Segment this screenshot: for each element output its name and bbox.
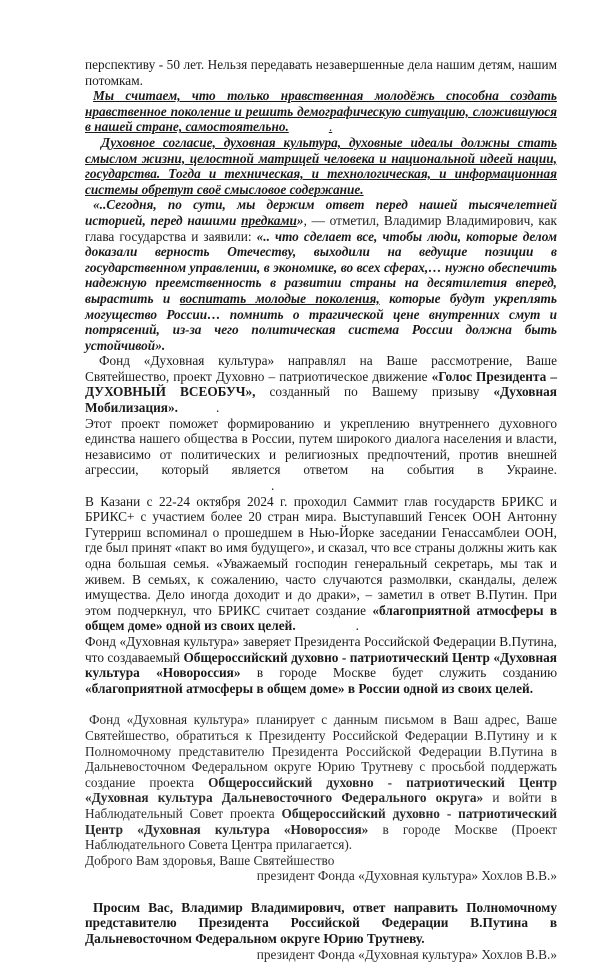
paragraph-foundation-project — [85, 353, 557, 415]
center-novorossiya-name: Общероссийский духовно - патриотический Центр «Духовная культура «Новороссия» — [85, 805, 557, 837]
paragraph-brics-summit — [85, 494, 557, 634]
moral-youth-text: Мы считаем, что только нравственная молодёжь способна создать нравственное поколение и решить демографическую ситуацию, сложившуюся в нашей стране, самостоятельно. — [85, 88, 557, 135]
quote-close: » — [296, 212, 304, 228]
paragraph-moral-youth — [85, 88, 557, 135]
text: в городе Москве (Проект Наблюдательного Совета Центра прилагается). — [85, 821, 557, 853]
mobilization-name: «Духовная Мобилизация». — [85, 384, 557, 416]
text: Фонд «Духовная культура» планирует с данным письмом в Ваш адрес, Ваше Святейшество, обратиться к Президенту Российской Федерации В.Путину и к Полномочному представителю Президента Российской Федерации В.Путина в Дальневосточном Федеральном округе Юрию Трутневу с просьбой поддержать создание проекта — [85, 712, 557, 790]
paragraph-center-novorossiya — [85, 634, 557, 696]
quote-ancestors: предками — [241, 212, 297, 228]
text: Фонд «Духовная культура» направлял на Ваше рассмотрение, Ваше Святейшество, проект Духовно – патриотическое движение — [85, 353, 557, 384]
quote-history: «..Сегодня, по сути, мы держим ответ перед нашей тысячелетней историей, перед нашими — [85, 197, 557, 228]
text: созданный по Вашему призыву — [255, 384, 494, 400]
quote-statement-end: которые будут укреплять могущество России… помнить о трагической цене внутренних смут и потрясений, из-за чего политическая система России должна быть устойчивой». — [85, 290, 557, 353]
text: Этот проект поможет формированию и укреплению внутреннего духовного единства нашего общества в России, путем широкого диалога населения и власти, независимо от политических и религиозных предпочтений, против внешней агрессии, который является ответом на события в Украине. — [85, 415, 557, 478]
text: в городе Москве будет служить созданию — [240, 665, 557, 681]
signature: президент Фонда «Духовная культура» Хохлов В.В.» — [256, 868, 557, 884]
text: Фонд «Духовная культура» заверяет Президента Российской Федерации В.Путина, что создаваемый — [85, 633, 557, 665]
trailing-dot: . — [215, 400, 220, 416]
paragraph-spiritual-harmony: Духовное согласие, духовная культура, духовные идеалы должны стать смыслом жизни, целостной матрицей человека и национальной идеей нации, государства. Тогда и техническая, и технологическая, и информационная системы обретут своё смысловое содержание. — [85, 134, 557, 197]
quote-attribution: , — отметил, Владимир Владимирович, как глава государства и заявили: — [85, 212, 557, 244]
movement-name: «Голос Президента – ДУХОВНЫЙ ВСЕОБУЧ», — [85, 368, 557, 400]
quote-statement: «.. что сделает все, чтобы люди, которые делом доказали верность Отечеству, выходили на ведущие позиции в государственном управлении, в экономике, во всех сферах,… нужно обеспечить надежную преемственность в развитии страны на десятилетия вперед, вырастить и — [85, 228, 557, 306]
paragraph-project-purpose — [85, 416, 557, 494]
trailing-dot: . — [271, 478, 275, 494]
signature: президент Фонда «Духовная культура» Хохлов В.В.» — [256, 946, 557, 962]
center-far-east-name: Общероссийский духовно - патриотический Центр «Духовная культура Дальневосточного Федерального округа» — [85, 774, 557, 806]
center-name: Общероссийский духовно - патриотический Центр «Духовная культура «Новороссия» — [85, 649, 557, 681]
greeting: Доброго Вам здоровья, Ваше Святейшество — [85, 852, 335, 868]
paragraph-request: Просим Вас, Владимир Владимирович, ответ направить Полномочному представителю Президента Российской Федерации В.Путина в Дальневосточном Федеральном округе Юрию Трутневу. — [85, 899, 557, 947]
paragraph-continuation: перспективу - 50 лет. Нельзя передавать незавершенные дела нашим детям, нашим потомкам. — [85, 57, 557, 88]
text: и войти в Наблюдательный Совет проекта — [85, 790, 558, 821]
center-goal: «благоприятной атмосферы в общем доме» в России одной из своих целей. — [85, 680, 534, 696]
quote-young-generations: воспитать молодые поколения, — [179, 290, 380, 306]
paragraph-foundation-plans — [85, 712, 557, 852]
paragraph-putin-quote — [85, 197, 557, 353]
brics-goal: «благоприятной атмосферы в общем доме» одной из своих целей. — [85, 602, 557, 634]
trailing-dot: . — [328, 119, 333, 135]
letter-page — [85, 57, 557, 962]
trailing-dot: . — [355, 618, 359, 634]
text: В Казани с 22-24 октября 2024 г. проходил Саммит глав государств БРИКС и БРИКС+ с участием более 20 стран мира. Выступавший Генсек ООН Антонну Гутерриш вспоминал о прошедшем в Нью-Йорке заседании Генассамблеи ООН, где был принят «пакт во имя будущего», и сказал, что все страны должны жить как одна большая семья. «Уважаемый господин генеральный секретарь, мы так и живем. В семьях, к сожалению, часто случаются размолвки, скандалы, дележ имущества. Дело иногда доходит и до драки», – заметил в ответ В.Путин. При этом подчеркнул, что БРИКС считает создание — [85, 493, 557, 618]
